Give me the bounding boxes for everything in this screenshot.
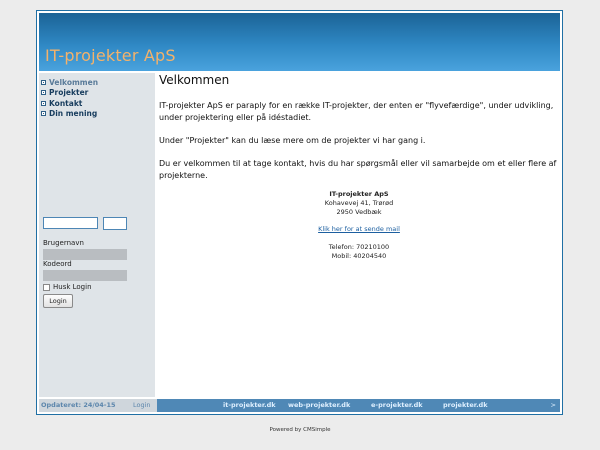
menu-item-din-mening[interactable] [41, 109, 98, 120]
next-arrow-icon[interactable]: > [550, 401, 556, 409]
footer-link-projekter[interactable]: projekter.dk [443, 401, 488, 409]
bullet-icon [41, 101, 46, 106]
sidebar [39, 73, 155, 397]
bullet-icon [41, 80, 46, 85]
search-button[interactable] [103, 217, 127, 230]
menu-item-label: Din mening [49, 109, 98, 119]
password-field[interactable] [43, 270, 127, 281]
bullet-icon [41, 111, 46, 116]
username-field[interactable] [43, 249, 127, 260]
password-label: Kodeord [43, 260, 72, 268]
mail-link[interactable]: Klik her for at sende mail [318, 225, 400, 233]
menu-item-label: Kontakt [49, 98, 83, 108]
company-city: 2950 Vedbæk [336, 208, 382, 216]
main-menu [41, 77, 98, 119]
footer-link-it-projekter[interactable]: it-projekter.dk [223, 401, 276, 409]
page-title: Velkommen [159, 73, 230, 87]
company-name: IT-projekter ApS [329, 190, 389, 198]
menu-item-projekter[interactable] [41, 88, 98, 99]
footer-link-web-projekter[interactable]: web-projekter.dk [288, 401, 351, 409]
intro-paragraph: IT-projekter ApS er paraply for en række IT-projekter, der enten er "flyvefærdige", under udvikling, under projektering eller på idéstadiet. [159, 101, 554, 122]
username-label: Brugernavn [43, 239, 84, 247]
site-title: IT-projekter ApS [45, 46, 176, 65]
contact-paragraph: Du er velkommen til at tage kontakt, hvis du har spørgsmål eller vil samarbejde om et eller flere af projekterne. [159, 159, 557, 180]
footer-link-strip [157, 399, 560, 412]
search-input[interactable] [43, 217, 98, 229]
header-banner [39, 13, 560, 71]
login-button[interactable]: Login [43, 294, 73, 308]
powered-by: Powered by CMSimple [269, 427, 331, 433]
remember-label: Husk Login [53, 283, 92, 291]
menu-item-label: Velkommen [49, 77, 99, 87]
menu-item-velkommen[interactable] [41, 77, 98, 88]
footer-bar [39, 399, 560, 412]
last-updated: Opdateret: 24/04-15 [41, 401, 116, 409]
bullet-icon [41, 90, 46, 95]
menu-item-label: Projekter [49, 88, 89, 98]
company-address: Kohavevej 41, Trørød [324, 199, 394, 207]
footer-link-e-projekter[interactable]: e-projekter.dk [371, 401, 423, 409]
remember-checkbox[interactable] [43, 284, 50, 291]
phone-number: Telefon: 70210100 [328, 243, 390, 251]
menu-item-kontakt[interactable] [41, 98, 98, 109]
mobile-number: Mobil: 40204540 [331, 252, 387, 260]
projects-paragraph: Under "Projekter" kan du læse mere om de projekter vi har gang i. [159, 136, 426, 145]
main-content [159, 73, 559, 397]
remember-login[interactable] [43, 283, 92, 291]
footer-login-link[interactable]: Login [133, 401, 151, 409]
page-frame [36, 10, 563, 415]
